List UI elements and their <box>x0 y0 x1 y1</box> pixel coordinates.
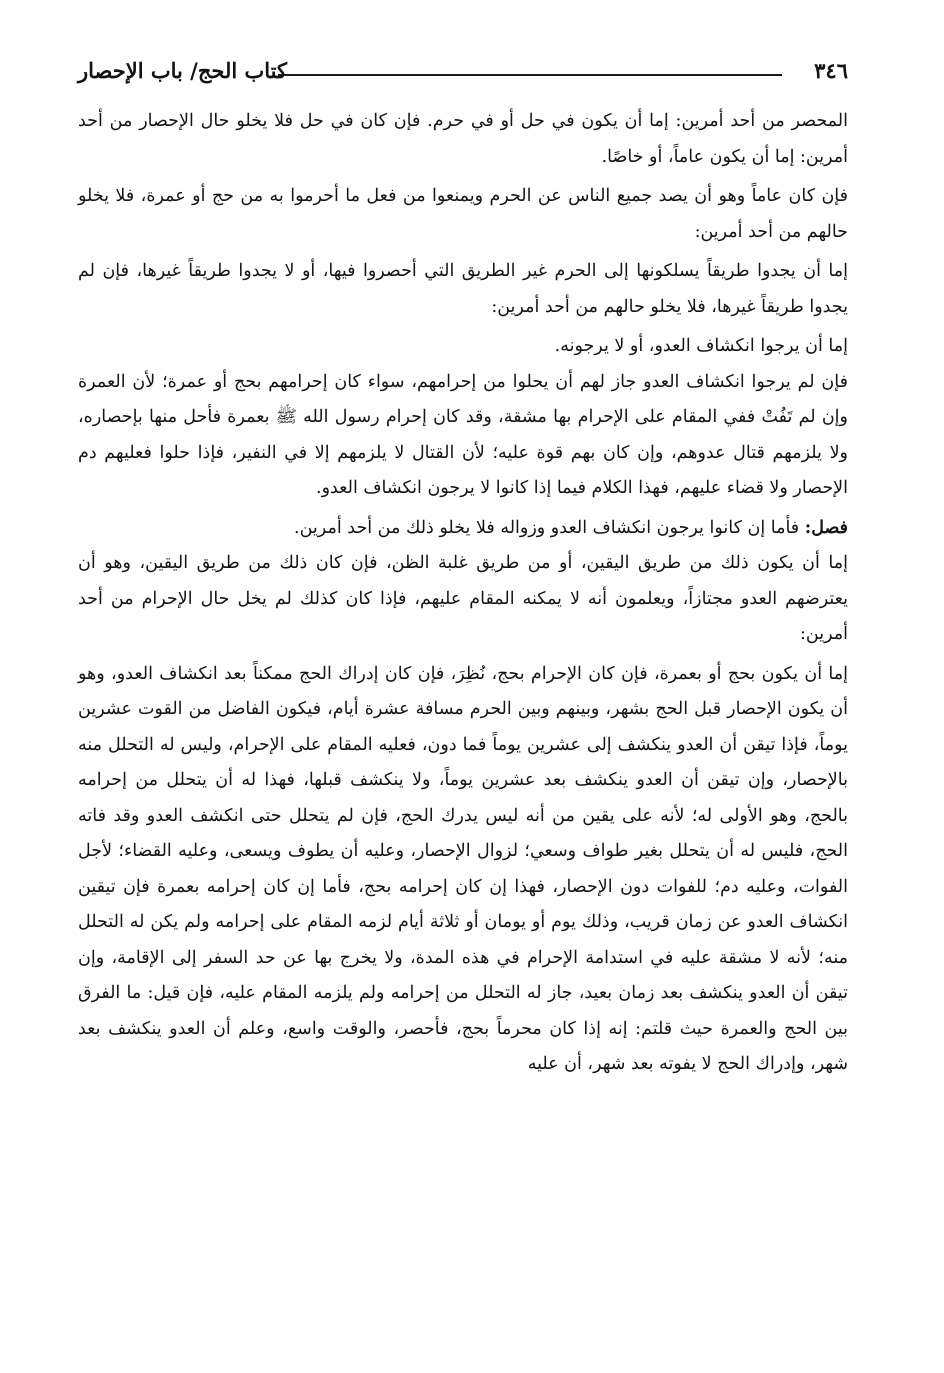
page-header <box>78 52 848 86</box>
page-number: ٣٤٦ <box>814 58 848 83</box>
section-text: فأما إن كانوا يرجون انكشاف العدو وزواله فلا يخلو ذلك من أحد أمرين. <box>294 517 805 538</box>
paragraph-2: فإن كان عاماً وهو أن يصد جميع الناس عن الحرم ويمنعوا من فعل ما أحرموا به من حج أو عمرة، فلا يخلو حالهم من أحد أمرين: <box>78 186 848 242</box>
paragraph-5: فإن لم يرجوا انكشاف العدو جاز لهم أن يحلوا من إحرامهم، سواء كان إحرامهم بحج أو عمرة؛ لأن العمرة وإن لم تَفُتْ ففي المقام على الإحرام بها مشقة، وقد كان إحرام رسول الله ﷺ بعمرة فأحل منها بإحصاره، ولا يلزمهم قتال عدوهم، وإن كان بهم قوة عليه؛ لأن القتال لا يلزمهم إلا في النفير، فإذا حلوا فعليهم دم الإحصار ولا قضاء عليهم، فهذا الكلام فيما إذا كانوا لا يرجون انكشاف العدو. <box>78 371 848 498</box>
paragraph-3: إما أن يجدوا طريقاً يسلكونها إلى الحرم غير الطريق التي أحصروا فيها، أو لا يجدوا طريقاً غيرها، فإن لم يجدوا طريقاً غيرها، فلا يخلو حالهم من أحد أمرين: <box>78 261 848 317</box>
book-page <box>78 52 848 1333</box>
header-rule <box>278 74 782 76</box>
paragraph-4: إما أن يرجوا انكشاف العدو، أو لا يرجونه. <box>554 336 848 356</box>
section-label: فصل: <box>804 517 848 538</box>
running-title: كتاب الحج/ باب الإحصار <box>78 58 288 83</box>
page-body <box>78 104 848 1083</box>
paragraph-1: المحصر من أحد أمرين: إما أن يكون في حل أو في حرم. فإن كان في حل فلا يخلو حال الإحصار من أحد أمرين: إما أن يكون عاماً، أو خاصًا. <box>78 111 848 167</box>
paragraph-7: إما أن يكون ذلك من طريق اليقين، أو من طريق غلبة الظن، فإن كان ذلك من طريق اليقين، وهو أن يعترضهم العدو مجتازاً، ويعلمون أنه لا يمكنه المقام عليهم، فإذا كان كذلك لم يخل حال الإحرام من أحد أمرين: <box>78 553 848 644</box>
paragraph-8: إما أن يكون بحج أو بعمرة، فإن كان الإحرام بحج، نُظِرَ، فإن كان إدراك الحج ممكناً بعد انكشاف العدو، وهو أن يكون الإحصار قبل الحج بشهر، وبينهم وبين الحرم مسافة عشرة أيام، فيكون الفاضل من القوت عشرين يوماً، فإذا تيقن أن العدو ينكشف إلى عشرين يوماً فما دون، فعليه المقام على الإحرام، وليس له التحلل منه بالإحصار، وإن تيقن أن العدو ينكشف بعد عشرين يوماً، ولا ينكشف قبلها، فهذا له أن يتحلل من إحرامه بالحج، وهو الأولى له؛ لأنه على يقين من أنه ليس يدرك الحج، فإن لم يتحلل حتى انكشف العدو وقد فاته الحج، فليس له أن يتحلل بغير طواف وسعي؛ لزوال الإحصار، وعليه أن يطوف ويسعى، وعليه القضاء؛ لأجل الفوات، وعليه دم؛ للفوات دون الإحصار، فهذا إن كان إحرامه بحج، فأما إن كان إحرامه بعمرة فإن تيقين انكشاف العدو عن زمان قريب، وذلك يوم أو يومان أو ثلاثة أيام لزمه المقام على إحرامه ولم يكن له التحلل منه؛ لأنه لا مشقة عليه في استدامة الإحرام في هذه المدة، ولا يخرج بها عن حد السفر إلى الإقامة، وإن تيقن أن العدو ينكشف بعد زمان بعيد، جاز له التحلل من إحرامه ولم يلزمه المقام عليه، فإن قيل: ما الفرق بين الحج والعمرة حيث قلتم: إنه إذا كان محرماً بحج، فأحصر، والوقت واسع، وعلم أن العدو ينكشف بعد شهر، وإدراك الحج لا يفوته بعد شهر، أن عليه <box>78 663 848 1074</box>
paragraph-fasl <box>78 511 848 547</box>
